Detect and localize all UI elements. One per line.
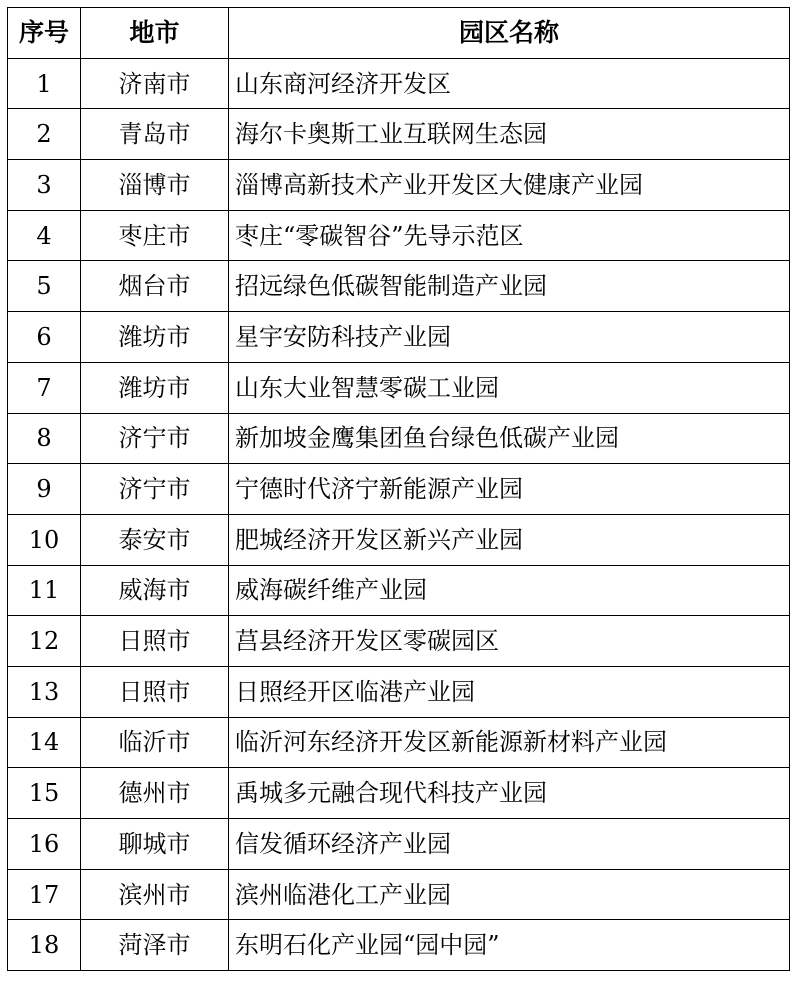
row-index-cell: 17 <box>8 869 81 920</box>
table-body <box>8 58 790 970</box>
table-row <box>8 109 790 160</box>
row-city-cell: 济宁市 <box>81 464 229 515</box>
row-city-cell: 日照市 <box>81 616 229 667</box>
row-park-name-cell: 莒县经济开发区零碳园区 <box>229 616 790 667</box>
park-table <box>7 7 790 971</box>
table-row <box>8 717 790 768</box>
row-park-name-cell: 禹城多元融合现代科技产业园 <box>229 768 790 819</box>
row-city-cell: 日照市 <box>81 666 229 717</box>
row-index-cell: 7 <box>8 362 81 413</box>
row-city-cell: 潍坊市 <box>81 362 229 413</box>
row-city-cell: 济南市 <box>81 58 229 109</box>
row-index-cell: 6 <box>8 312 81 363</box>
row-index-cell: 16 <box>8 819 81 870</box>
row-index-cell: 5 <box>8 261 81 312</box>
row-index-cell: 15 <box>8 768 81 819</box>
row-park-name-cell: 山东大业智慧零碳工业园 <box>229 362 790 413</box>
table-row <box>8 514 790 565</box>
table-row <box>8 666 790 717</box>
table-row <box>8 210 790 261</box>
row-index-cell: 9 <box>8 464 81 515</box>
row-index-cell: 3 <box>8 160 81 211</box>
row-park-name-cell: 日照经开区临港产业园 <box>229 666 790 717</box>
row-park-name-cell: 肥城经济开发区新兴产业园 <box>229 514 790 565</box>
header-row <box>8 8 790 59</box>
row-park-name-cell: 淄博高新技术产业开发区大健康产业园 <box>229 160 790 211</box>
table-row <box>8 616 790 667</box>
row-park-name-cell: 招远绿色低碳智能制造产业园 <box>229 261 790 312</box>
row-park-name-cell: 星宇安防科技产业园 <box>229 312 790 363</box>
table-row <box>8 160 790 211</box>
row-park-name-cell: 宁德时代济宁新能源产业园 <box>229 464 790 515</box>
row-city-cell: 德州市 <box>81 768 229 819</box>
table-row <box>8 565 790 616</box>
header-index: 序号 <box>8 8 81 59</box>
row-index-cell: 14 <box>8 717 81 768</box>
table-row <box>8 312 790 363</box>
table-row <box>8 58 790 109</box>
row-city-cell: 淄博市 <box>81 160 229 211</box>
row-index-cell: 2 <box>8 109 81 160</box>
table-row <box>8 920 790 971</box>
row-park-name-cell: 海尔卡奥斯工业互联网生态园 <box>229 109 790 160</box>
table-row <box>8 464 790 515</box>
row-city-cell: 青岛市 <box>81 109 229 160</box>
row-city-cell: 潍坊市 <box>81 312 229 363</box>
row-park-name-cell: 威海碳纤维产业园 <box>229 565 790 616</box>
table-header <box>8 8 790 59</box>
row-park-name-cell: 滨州临港化工产业园 <box>229 869 790 920</box>
row-index-cell: 8 <box>8 413 81 464</box>
row-index-cell: 18 <box>8 920 81 971</box>
row-city-cell: 济宁市 <box>81 413 229 464</box>
row-index-cell: 10 <box>8 514 81 565</box>
table-row <box>8 768 790 819</box>
row-park-name-cell: 山东商河经济开发区 <box>229 58 790 109</box>
row-park-name-cell: 东明石化产业园“园中园” <box>229 920 790 971</box>
row-index-cell: 12 <box>8 616 81 667</box>
table-row <box>8 413 790 464</box>
row-index-cell: 11 <box>8 565 81 616</box>
row-index-cell: 4 <box>8 210 81 261</box>
row-index-cell: 13 <box>8 666 81 717</box>
row-park-name-cell: 枣庄“零碳智谷”先导示范区 <box>229 210 790 261</box>
row-city-cell: 枣庄市 <box>81 210 229 261</box>
table-row <box>8 819 790 870</box>
row-city-cell: 泰安市 <box>81 514 229 565</box>
row-city-cell: 聊城市 <box>81 819 229 870</box>
row-city-cell: 菏泽市 <box>81 920 229 971</box>
row-index-cell: 1 <box>8 58 81 109</box>
table-row <box>8 261 790 312</box>
header-park-name: 园区名称 <box>229 8 790 59</box>
row-city-cell: 滨州市 <box>81 869 229 920</box>
row-city-cell: 烟台市 <box>81 261 229 312</box>
row-city-cell: 临沂市 <box>81 717 229 768</box>
table-row <box>8 362 790 413</box>
row-park-name-cell: 新加坡金鹰集团鱼台绿色低碳产业园 <box>229 413 790 464</box>
row-park-name-cell: 信发循环经济产业园 <box>229 819 790 870</box>
row-city-cell: 威海市 <box>81 565 229 616</box>
row-park-name-cell: 临沂河东经济开发区新能源新材料产业园 <box>229 717 790 768</box>
header-city: 地市 <box>81 8 229 59</box>
table-row <box>8 869 790 920</box>
